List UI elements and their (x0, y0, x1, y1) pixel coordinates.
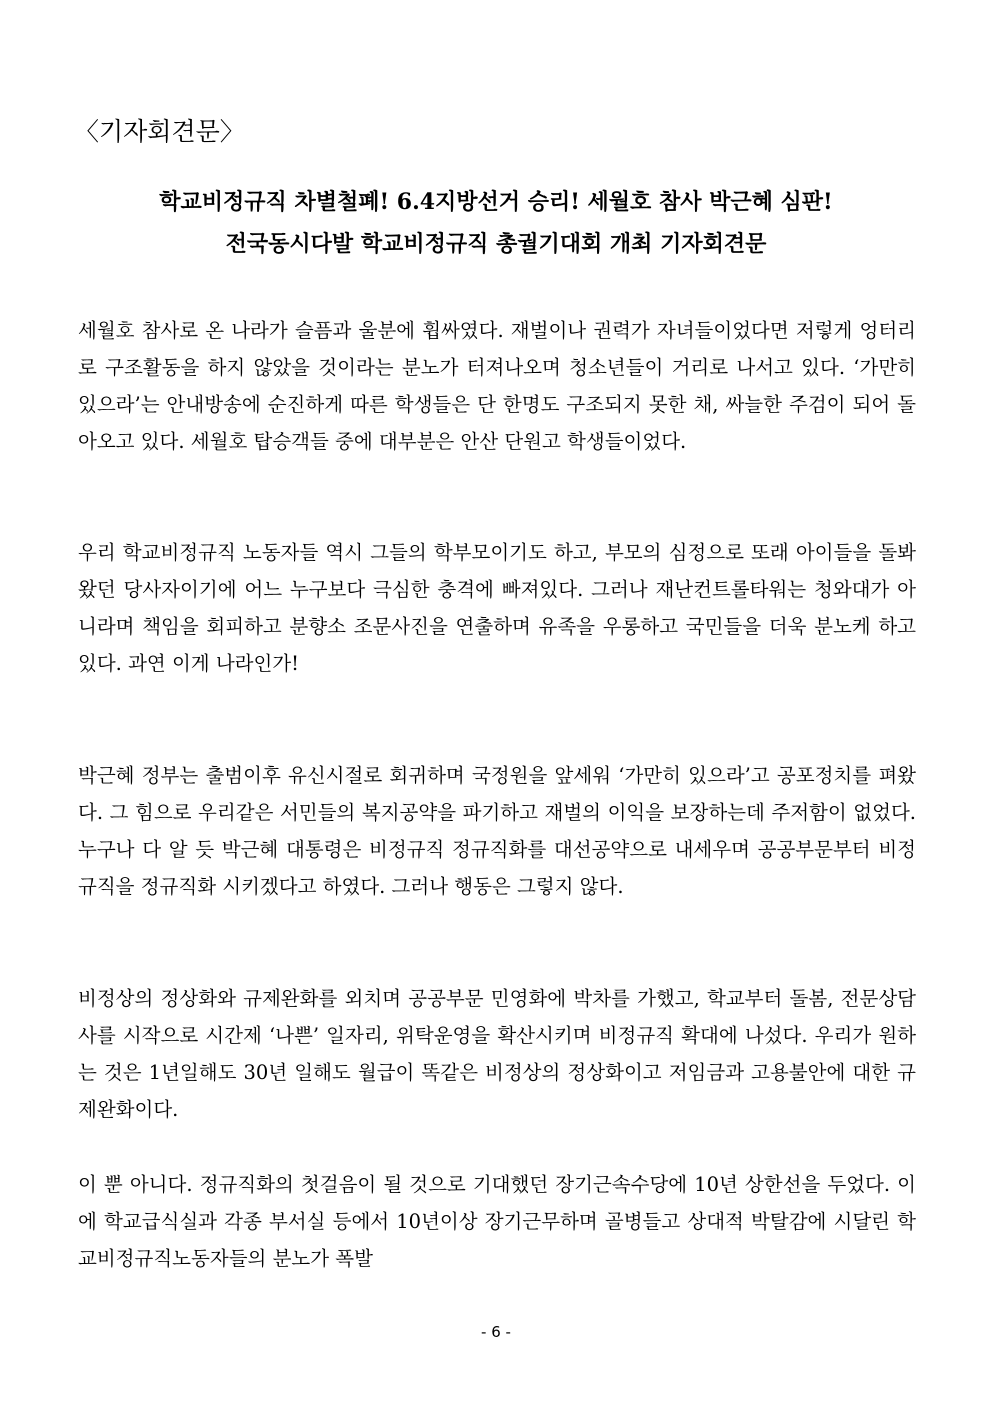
body-paragraph-5: 이 뿐 아니다. 정규직화의 첫걸음이 될 것으로 기대했던 장기근속수당에 10년 상한선을 두었다. 이에 학교급식실과 각종 부서실 등에서 10년이상 장기근무하며 골병들고 상대적 박탈감에 시달린 학교비정규직노동자들의 분노가 폭발 (78, 1172, 916, 1270)
body-paragraph-1: 세월호 참사로 온 나라가 슬픔과 울분에 휩싸였다. 재벌이나 권력가 자녀들이었다면 저렇게 엉터리로 구조활동을 하지 않았을 것이라는 분노가 터져나오며 청소년들이 거리로 나서고 있다. ‘가만히 있으라’는 안내방송에 순진하게 따른 학생들은 단 한명도 구조되지 못한 채, 싸늘한 주검이 되어 돌아오고 있다. 세월호 탑승객들 중에 대부분은 안산 단원고 학생들이었다. (78, 318, 916, 453)
body-paragraph-3: 박근혜 정부는 출범이후 유신시절로 회귀하며 국정원을 앞세워 ‘가만히 있으라’고 공포정치를 펴왔다. 그 힘으로 우리같은 서민들의 복지공약을 파기하고 재벌의 이익을 보장하는데 주저함이 없었다. 누구나 다 알 듯 박근혜 대통령은 비정규직 정규직화를 대선공약으로 내세우며 공공부문부터 비정규직을 정규직화 시키겠다고 하였다. 그러나 행동은 그렇지 않다. (78, 763, 916, 898)
section-label: 〈기자회견문〉 (74, 117, 245, 146)
body-paragraph-4: 비정상의 정상화와 규제완화를 외치며 공공부문 민영화에 박차를 가했고, 학교부터 돌봄, 전문상담사를 시작으로 시간제 ‘나쁜’ 일자리, 위탁운영을 확산시키며 비정규직 확대에 나섰다. 우리가 원하는 것은 1년일해도 30년 일해도 월급이 똑같은 비정상의 정상화이고 저임금과 고용불안에 대한 규제완화이다. (78, 986, 916, 1121)
document-title-line-2: 전국동시다발 학교비정규직 총궐기대회 개최 기자회견문 (225, 231, 767, 257)
page-number: - 6 - (481, 1323, 511, 1341)
body-paragraph-2: 우리 학교비정규직 노동자들 역시 그들의 학부모이기도 하고, 부모의 심정으로 또래 아이들을 돌봐왔던 당사자이기에 어느 누구보다 극심한 충격에 빠져있다. 그러나 재난컨트롤타워는 청와대가 아니라며 책임을 회피하고 분향소 조문사진을 연출하며 유족을 우롱하고 국민들을 더욱 분노케 하고 있다. 과연 이게 나라인가! (78, 540, 916, 675)
document-title-line-1: 학교비정규직 차별철폐! 6.4지방선거 승리! 세월호 참사 박근혜 심판! (159, 189, 833, 215)
